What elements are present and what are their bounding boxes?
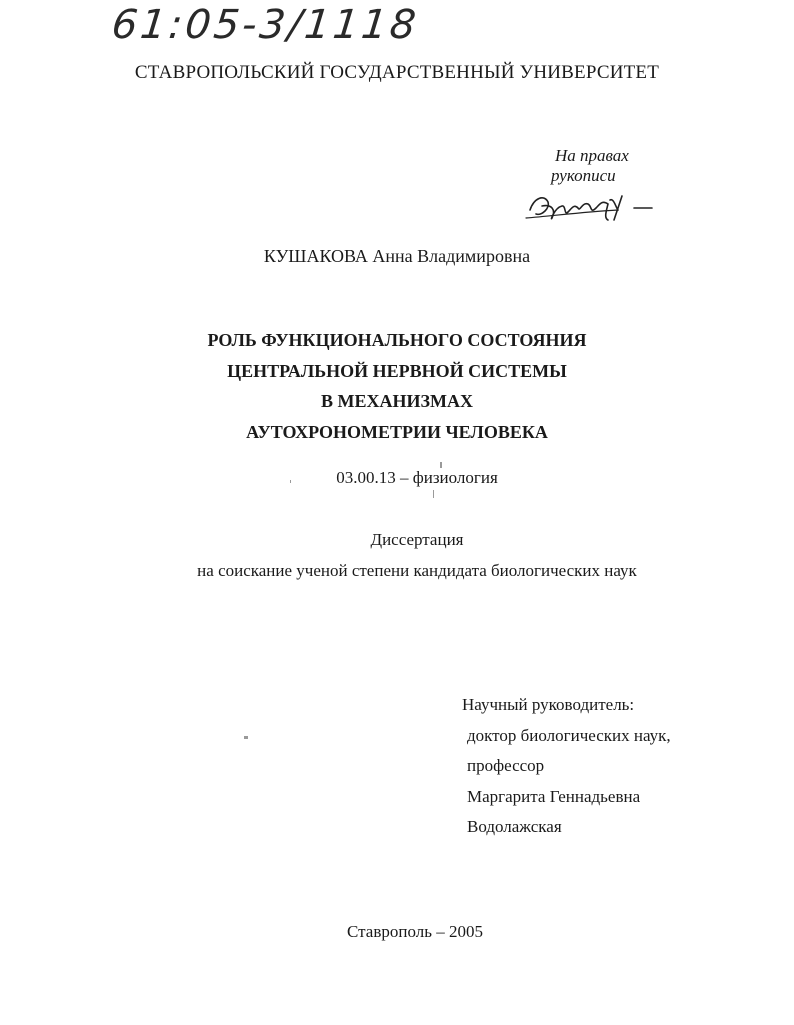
supervisor-line: доктор биологических наук, [467, 725, 671, 745]
degree-description: на соискание ученой степени кандидата биологических наук [197, 561, 637, 580]
title-line: ЦЕНТРАЛЬНОЙ НЕРВНОЙ СИСТЕМЫ [227, 360, 567, 381]
author-name: КУШАКОВА Анна Владимировна [263, 246, 531, 266]
title-line: АУТОХРОНОМЕТРИИ ЧЕЛОВЕКА [246, 421, 548, 442]
place-and-year: Ставрополь – 2005 [347, 922, 483, 941]
manuscript-rights-note [551, 146, 629, 186]
dissertation-title [0, 325, 794, 447]
supervisor-heading: Научный руководитель: [462, 695, 635, 714]
title-line: В МЕХАНИЗМАХ [321, 391, 473, 411]
rights-note-line-1: На правах [555, 146, 629, 165]
author-signature [522, 188, 662, 228]
scan-speck [440, 462, 442, 468]
specialty-code: 03.00.13 – физиология [336, 468, 498, 487]
university-name: СТАВРОПОЛЬСКИЙ ГОСУДАРСТВЕННЫЙ УНИВЕРСИТЕТ [134, 62, 660, 83]
supervisor-block [462, 690, 671, 843]
scan-speck [433, 490, 434, 498]
rights-note-line-2: рукописи [551, 166, 616, 185]
archive-number-handwritten: 61:05-3/1118 [109, 2, 421, 48]
title-line: РОЛЬ ФУНКЦИОНАЛЬНОГО СОСТОЯНИЯ [207, 330, 587, 350]
scan-speck [244, 736, 248, 739]
supervisor-line: Маргарита Геннадьевна [467, 786, 641, 806]
scan-speck [290, 480, 291, 483]
document-type: Диссертация [370, 530, 464, 549]
supervisor-line: профессор [467, 756, 545, 775]
supervisor-line: Водолажская [467, 817, 562, 836]
